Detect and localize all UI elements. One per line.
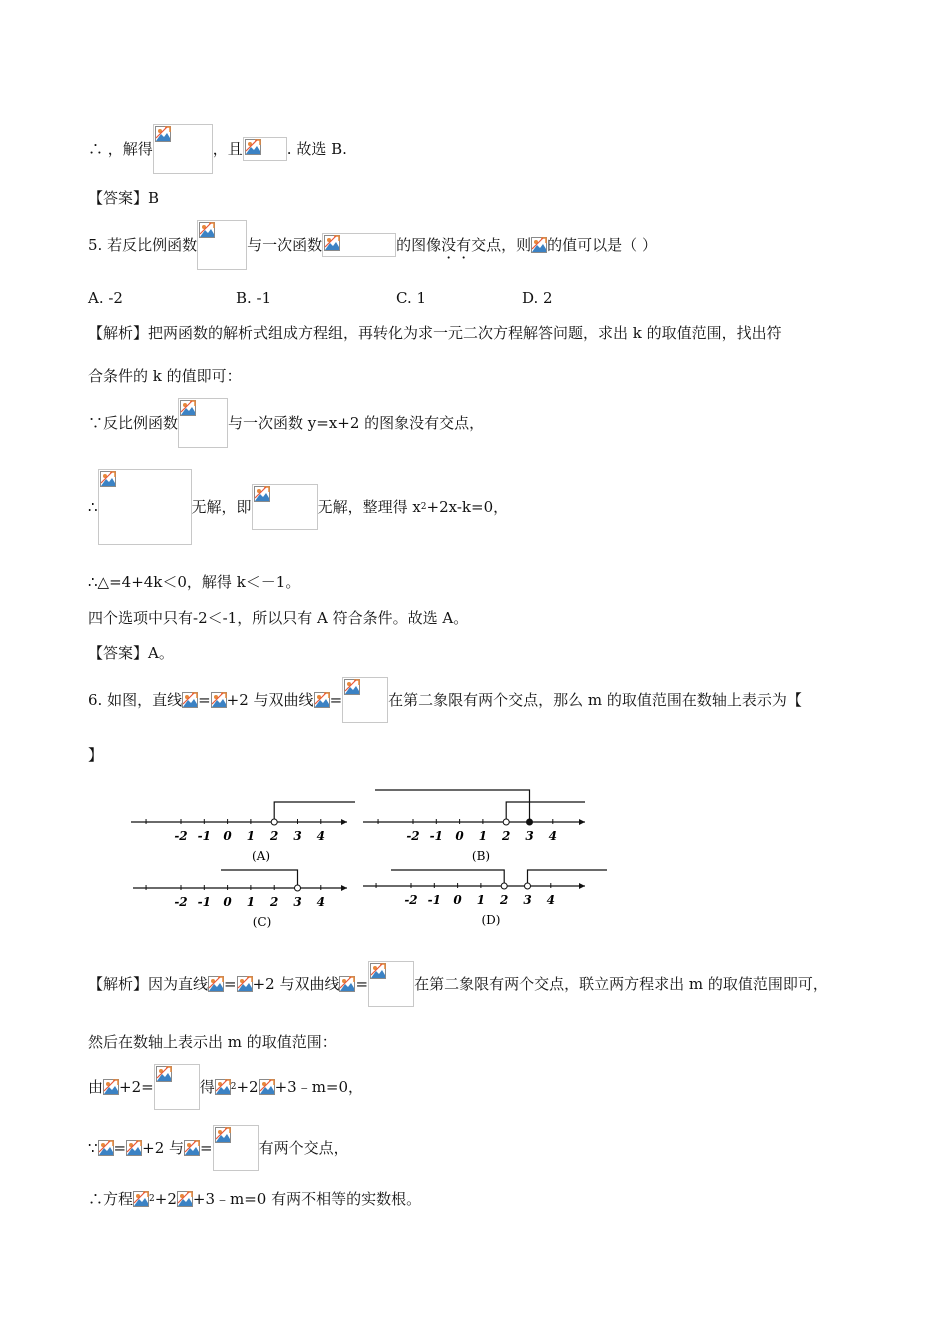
axis-arrow <box>579 819 585 825</box>
question-6-end: 】 <box>88 746 104 764</box>
broken-image-icon <box>133 1191 149 1207</box>
emphasis-text: 没 <box>441 236 457 254</box>
broken-image-icon <box>180 400 196 416</box>
formula-image <box>126 1140 142 1156</box>
analysis-2b: 然后在数轴上表示出 m 的取值范围： <box>88 1033 337 1051</box>
caption-label: (B) <box>471 849 491 863</box>
text: 无解，整理得 x <box>317 498 421 516</box>
text: ∵ <box>88 1139 98 1157</box>
therefore-3 <box>88 1188 421 1209</box>
tick-label: 3 <box>293 895 302 909</box>
broken-image-icon <box>370 963 386 979</box>
broken-image-icon <box>155 126 171 142</box>
formula-image <box>98 1140 114 1156</box>
broken-image-icon <box>215 1079 231 1095</box>
tick-label: 4 <box>546 893 555 907</box>
option-c: C. 1 <box>396 289 427 307</box>
range-bracket <box>221 870 298 888</box>
text: = <box>224 975 237 993</box>
formula-image <box>259 1079 275 1095</box>
formula-image <box>342 677 388 723</box>
tick-label: 3 <box>293 829 302 843</box>
broken-image-icon <box>259 1079 275 1095</box>
superscript: 2 <box>420 502 427 512</box>
formula-image <box>339 976 355 992</box>
formula-image <box>314 692 330 708</box>
text: . 故选 B. <box>286 140 347 158</box>
broken-image-icon <box>156 1066 172 1082</box>
text: 在第二象限有两个交点，联立两方程求出 m 的取值范围即可， <box>414 975 828 993</box>
caption-label: (C) <box>252 915 272 929</box>
tick-label: 2 <box>270 895 279 909</box>
text: 与一次函数 <box>247 236 323 254</box>
axis-arrow <box>341 885 347 891</box>
tick-label: 2 <box>500 893 509 907</box>
open-point <box>295 885 301 891</box>
closed-point <box>527 819 533 825</box>
text: +2 <box>236 1078 259 1096</box>
broken-image-icon <box>184 1140 200 1156</box>
range-bracket <box>506 802 585 822</box>
formula-image <box>368 961 414 1007</box>
text: 的值可以是（ ） <box>547 236 657 254</box>
range-bracket <box>391 870 504 886</box>
tick-label: 2 <box>270 829 279 843</box>
tick-label: -1 <box>427 893 441 907</box>
text: +2x-k=0， <box>426 498 509 516</box>
formula-image <box>531 237 547 253</box>
tick-label: 0 <box>455 829 464 843</box>
broken-image-icon <box>100 471 116 487</box>
text: 在第二象限有两个交点，那么 m 的取值范围在数轴上表示为【 <box>388 691 802 709</box>
answer-1: 【答案】B <box>88 189 160 207</box>
formula-image <box>154 1064 200 1110</box>
text: = <box>113 1139 127 1157</box>
formula-image <box>208 976 224 992</box>
question-6 <box>88 677 802 723</box>
axis-arrow <box>341 819 347 825</box>
broken-image-icon <box>103 1079 119 1095</box>
text: 6. 如图，直线 <box>88 691 183 709</box>
analysis-2 <box>88 961 828 1007</box>
option-d: D. 2 <box>522 289 553 307</box>
text: 得 <box>199 1078 215 1096</box>
broken-image-icon <box>126 1140 142 1156</box>
open-point <box>525 883 531 889</box>
broken-image-icon <box>531 237 547 253</box>
text: 无解，即 <box>191 498 252 516</box>
formula-image <box>197 220 247 270</box>
range-bracket <box>528 870 608 886</box>
superscript: 2 <box>149 1194 155 1204</box>
text: 交点，则 <box>471 236 532 254</box>
tick-label: 4 <box>316 895 325 909</box>
formula-image <box>103 1079 119 1095</box>
formula-image <box>177 1191 193 1207</box>
formula-image <box>213 1125 259 1171</box>
text: +2 与 <box>142 1139 185 1157</box>
text: 【解析】因为直线 <box>88 975 209 993</box>
tick-label: -2 <box>404 893 418 907</box>
analysis-1b: 合条件的 k 的值即可： <box>88 367 242 385</box>
because-1 <box>88 398 484 448</box>
tick-label: 1 <box>246 829 256 843</box>
open-point <box>503 819 509 825</box>
formula-image <box>252 484 318 530</box>
broken-image-icon <box>237 976 253 992</box>
text: = <box>200 1139 213 1157</box>
formula-image <box>211 692 227 708</box>
broken-image-icon <box>199 222 215 238</box>
text: ∴ <box>88 498 98 516</box>
formula-image <box>178 398 228 448</box>
therefore-1 <box>88 469 508 545</box>
formula-image <box>243 137 287 161</box>
broken-image-icon <box>182 692 198 708</box>
text: ∵反比例函数 <box>88 414 179 432</box>
broken-image-icon <box>344 679 360 695</box>
text: +2= <box>119 1078 154 1096</box>
open-point <box>501 883 507 889</box>
range-bracket <box>274 802 355 822</box>
tick-label: -1 <box>197 829 211 843</box>
option-a: A. -2 <box>88 289 123 307</box>
text: 与一次函数 y=x+2 的图象没有交点， <box>228 414 485 432</box>
text: +2 <box>154 1190 177 1208</box>
text: = <box>355 975 369 993</box>
tick-label: 1 <box>478 829 488 843</box>
formula-image <box>153 124 213 174</box>
tick-label: 3 <box>525 829 534 843</box>
text: +3﹣m=0， <box>274 1078 364 1096</box>
formula-image <box>184 1140 200 1156</box>
text: +2 与双曲线 <box>226 691 314 709</box>
text: 的图像 <box>396 236 442 254</box>
broken-image-icon <box>208 976 224 992</box>
emphasis-text: 有 <box>456 236 472 254</box>
text: 5. 若反比例函数 <box>88 236 198 254</box>
therefore-2: ∴△=4+4k＜0，解得 k＜－1。 <box>88 573 301 591</box>
from-equation <box>88 1064 363 1110</box>
tick-label: 1 <box>246 895 256 909</box>
tick-label: 0 <box>223 829 232 843</box>
number-line-figure <box>125 780 625 940</box>
tick-label: -2 <box>406 829 420 843</box>
broken-image-icon <box>98 1140 114 1156</box>
question-5 <box>88 220 657 270</box>
because-2 <box>88 1125 349 1171</box>
text: +2 与双曲线 <box>252 975 340 993</box>
text: ∴方程 <box>88 1190 134 1208</box>
tick-label: -1 <box>429 829 443 843</box>
broken-image-icon <box>324 235 340 251</box>
formula-image <box>133 1191 149 1207</box>
option-b: B. -1 <box>236 289 272 307</box>
formula-image <box>182 692 198 708</box>
caption-label: (D) <box>481 913 501 927</box>
text: +3﹣m=0 有两不相等的实数根。 <box>192 1190 422 1208</box>
text: ∴ ，解得 <box>88 140 153 158</box>
formula-image <box>322 233 396 257</box>
broken-image-icon <box>254 486 270 502</box>
tick-label: 0 <box>223 895 232 909</box>
tick-label: 4 <box>316 829 325 843</box>
tick-label: 1 <box>476 893 486 907</box>
four-options: 四个选项中只有-2＜-1，所以只有 A 符合条件。故选 A。 <box>88 609 469 627</box>
open-point <box>271 819 277 825</box>
text: = <box>198 691 211 709</box>
formula-image <box>237 976 253 992</box>
tick-label: -1 <box>197 895 211 909</box>
broken-image-icon <box>245 139 261 155</box>
text: ，且 <box>212 140 243 158</box>
broken-image-icon <box>215 1127 231 1143</box>
tick-label: -2 <box>174 895 188 909</box>
line-therefore-solve <box>88 124 347 174</box>
tick-label: -2 <box>174 829 188 843</box>
broken-image-icon <box>339 976 355 992</box>
tick-label: 0 <box>453 893 462 907</box>
answer-2: 【答案】A。 <box>88 644 174 662</box>
broken-image-icon <box>314 692 330 708</box>
text: = <box>329 691 343 709</box>
axis-arrow <box>579 883 585 889</box>
broken-image-icon <box>211 692 227 708</box>
tick-label: 3 <box>523 893 532 907</box>
analysis-1a: 【解析】把两函数的解析式组成方程组，再转化为求一元二次方程解答问题，求出 k 的取值范围，找出符 <box>88 324 782 342</box>
formula-image <box>98 469 192 545</box>
text: 有两个交点， <box>258 1139 349 1157</box>
caption-label: (A) <box>251 849 271 863</box>
formula-image <box>215 1079 231 1095</box>
tick-label: 4 <box>548 829 557 843</box>
tick-label: 2 <box>502 829 511 843</box>
broken-image-icon <box>177 1191 193 1207</box>
superscript: 2 <box>230 1082 237 1092</box>
text: 由 <box>88 1078 104 1096</box>
